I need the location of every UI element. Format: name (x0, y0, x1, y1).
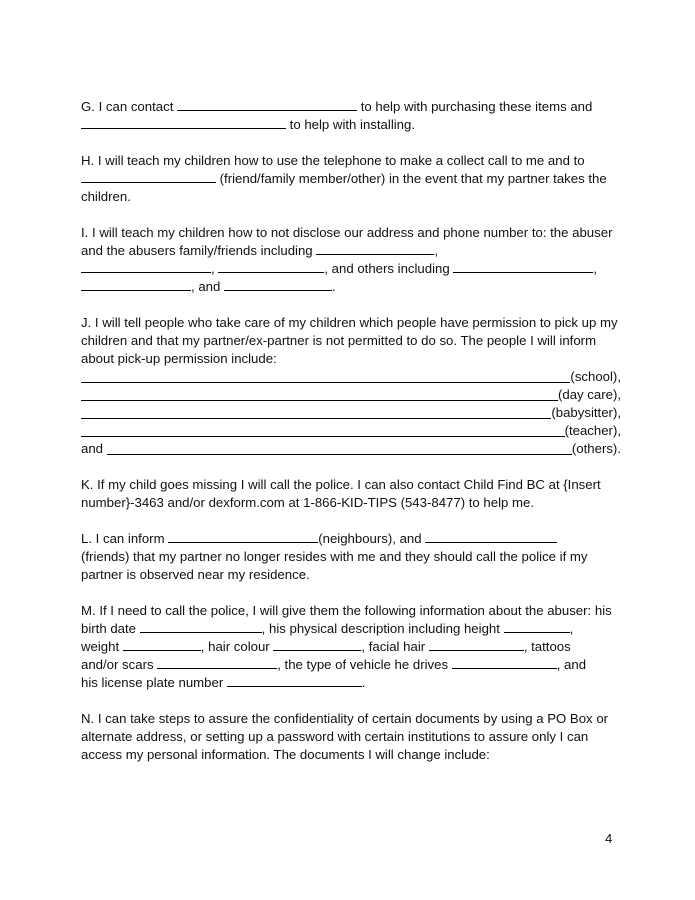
section-m-text-5: , hair colour (200, 639, 274, 654)
pickup-row-school (81, 368, 621, 386)
abuser-contact-blank-3[interactable] (218, 260, 324, 273)
section-m (81, 602, 621, 692)
pickup-row-daycare (81, 386, 621, 404)
section-j (81, 314, 621, 458)
pickup-others-lead: and (81, 441, 104, 456)
section-m-text-9: , the type of vehicle he drives (277, 657, 452, 672)
section-n-text: N. I can take steps to assure the confidentiality of certain documents by using a PO Box or alternate address, or setting up a password with certain institutions to assure only I can access my personal information. The documents I will change include: (81, 711, 609, 762)
helper-purchase-blank[interactable] (177, 98, 357, 111)
section-m-text-7: , tattoos (523, 639, 571, 654)
section-k (81, 476, 621, 512)
section-l-text-2: (neighbours), and (318, 531, 426, 546)
section-m-text-1: M. If I need to call the police, I will give them the following information about the abuser: his birth date (81, 603, 612, 636)
section-m-text-12: . (361, 675, 366, 690)
section-m-text-8: and/or scars (81, 657, 158, 672)
section-i-text-1: I. I will teach my children how to not disclose our address and phone number to: the abuser and the abusers family/friends including (81, 225, 613, 258)
hair-colour-blank[interactable] (273, 638, 361, 651)
page-number: 4 (605, 831, 613, 846)
section-i-text-6: , and (191, 279, 224, 294)
section-h-text-2: (friend/family member/other) in the event that my partner takes the children. (81, 171, 607, 204)
section-i-text-3: , (211, 261, 219, 276)
section-i-text-5: , (593, 261, 598, 276)
pickup-teacher-label: (teacher), (564, 423, 621, 438)
section-n (81, 710, 621, 764)
helper-install-blank[interactable] (81, 116, 286, 129)
section-m-text-10: , and (556, 657, 587, 672)
section-m-text-3: , (569, 621, 574, 636)
section-h (81, 152, 621, 206)
others-blank-1[interactable] (453, 260, 593, 273)
pickup-babysitter-label: (babysitter), (551, 405, 621, 420)
section-i (81, 224, 621, 296)
scars-blank[interactable] (157, 656, 277, 669)
pickup-babysitter-blank[interactable] (81, 405, 551, 419)
section-k-text: K. If my child goes missing I will call the police. I can also contact Child Find BC at {Insert number}-3463 and/or dexform.com at 1-866-KID-TIPS (543-8477) to help me. (81, 477, 601, 510)
section-h-text-1: H. I will teach my children how to use the telephone to make a collect call to me and to (81, 153, 585, 168)
inform-neighbours-blank[interactable] (168, 530, 318, 543)
pickup-school-blank[interactable] (81, 369, 570, 383)
section-g (81, 98, 621, 134)
section-i-text-7: . (332, 279, 336, 294)
section-l-text-1: L. I can inform (81, 531, 169, 546)
pickup-school-label: (school), (570, 369, 621, 384)
section-g-text-1: G. I can contact (81, 99, 178, 114)
section-i-text-2: , (434, 243, 438, 258)
license-plate-blank[interactable] (227, 674, 362, 687)
inform-friends-blank[interactable] (425, 530, 557, 543)
facial-hair-blank[interactable] (429, 638, 524, 651)
pickup-row-babysitter (81, 404, 621, 422)
section-m-text-11: his license plate number (81, 675, 227, 690)
pickup-others-blank[interactable] (107, 441, 572, 455)
section-m-text-6: , facial hair (361, 639, 429, 654)
section-l (81, 530, 621, 584)
others-blank-3[interactable] (224, 278, 332, 291)
section-g-text-2: to help with purchasing these items and (357, 99, 593, 114)
abuser-contact-blank-2[interactable] (81, 260, 211, 273)
vehicle-blank[interactable] (452, 656, 557, 669)
pickup-row-others (81, 440, 621, 458)
section-i-text-4: , and others including (324, 261, 454, 276)
height-blank[interactable] (504, 620, 570, 633)
pickup-others-label: (others). (571, 441, 621, 456)
others-blank-2[interactable] (81, 278, 191, 291)
pickup-daycare-blank[interactable] (81, 387, 558, 401)
document-body (81, 98, 621, 782)
section-l-text-3: (friends) that my partner no longer resides with me and they should call the police if my partner is observed near my residence. (81, 549, 588, 582)
pickup-row-teacher (81, 422, 621, 440)
abuser-contact-blank-1[interactable] (316, 242, 434, 255)
pickup-teacher-blank[interactable] (81, 423, 565, 437)
weight-blank[interactable] (123, 638, 201, 651)
section-m-text-2: , his physical description including height (261, 621, 504, 636)
collect-call-contact-blank[interactable] (81, 170, 216, 183)
section-g-text-3: to help with installing. (286, 117, 416, 132)
pickup-daycare-label: (day care), (557, 387, 621, 402)
birth-date-blank[interactable] (140, 620, 262, 633)
section-m-text-4: weight (81, 639, 123, 654)
section-j-intro: J. I will tell people who take care of my children which people have permission to pick up my children and that my partner/ex-partner is not permitted to do so. The people I will inform about pick-up permission include: (81, 315, 618, 366)
